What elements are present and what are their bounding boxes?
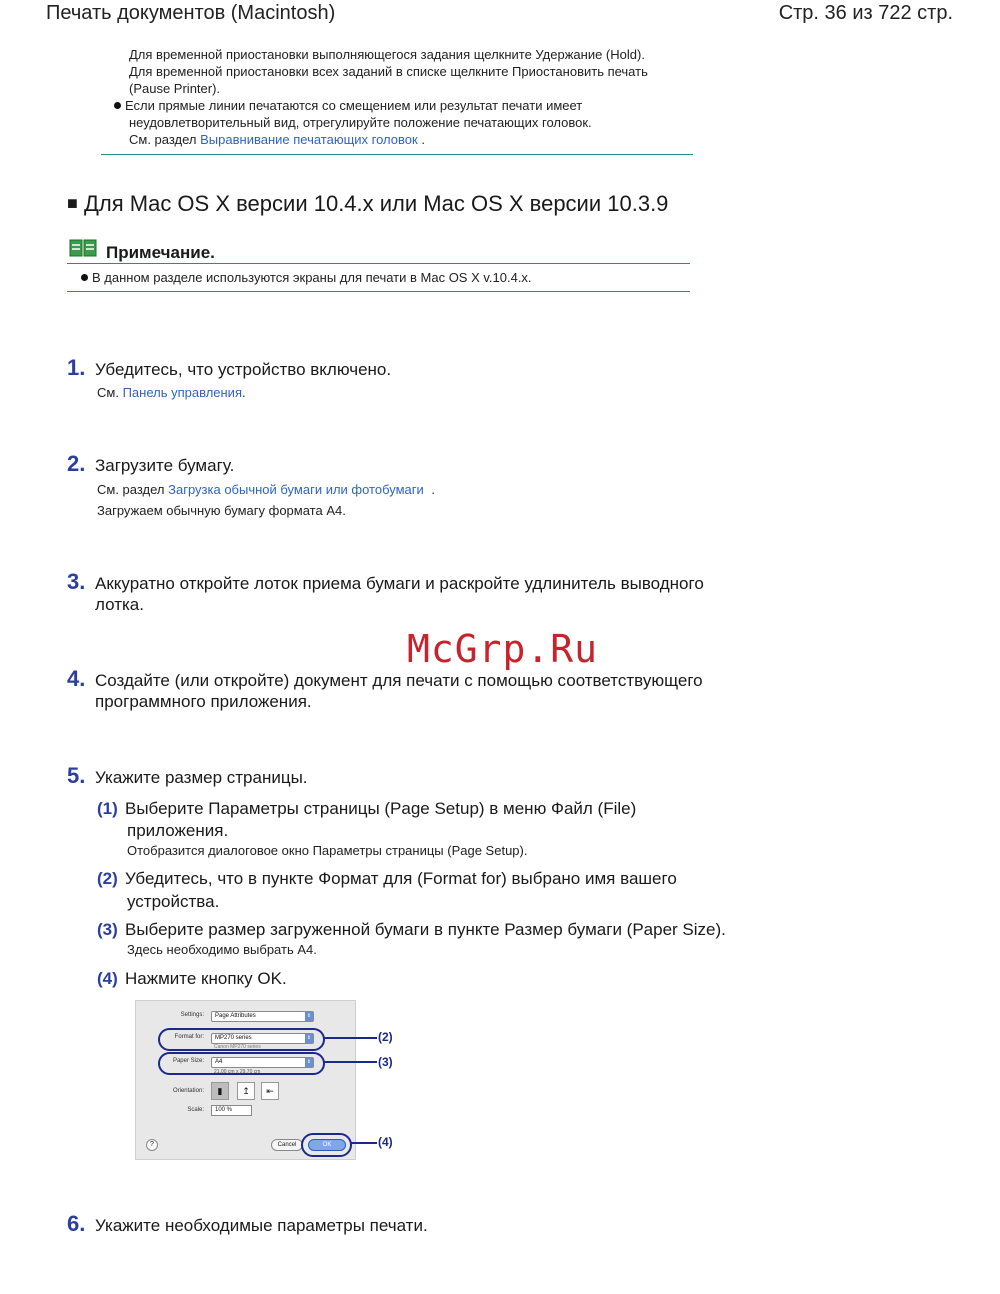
note-text: В данном разделе используются экраны для печати в Mac OS X v.10.4.x. (92, 270, 532, 285)
page-counter: Стр. 36 из 722 стр. (778, 2, 953, 24)
chevron-updown-icon: ⇕ (306, 1059, 312, 1065)
step-note: Загружаем обычную бумагу формата A4. (97, 503, 346, 518)
step-text: Убедитесь, что устройство включено. (95, 360, 392, 379)
substep-text-line-1: Выберите размер загруженной бумаги в пункте Размер бумаги (Paper Size). (125, 920, 726, 939)
step-number: 2. (67, 451, 86, 476)
format-for-sub: Canon MP270 series (214, 1044, 261, 1050)
step-number: 4. (67, 666, 86, 691)
cancel-button[interactable]: Cancel (271, 1139, 303, 1151)
chevron-updown-icon: ⇕ (306, 1013, 312, 1019)
settings-select[interactable] (211, 1011, 314, 1022)
see-suffix: . (242, 385, 246, 400)
scale-input[interactable]: 100 % (211, 1105, 252, 1116)
format-for-label: Format for: (174, 1034, 204, 1040)
help-icon[interactable]: ? (146, 1139, 158, 1151)
top-line-2: Для временной приостановки всех заданий в списке щелкните Приостановить печать (129, 64, 648, 79)
step-number: 1. (67, 355, 86, 380)
section-heading (67, 191, 668, 217)
top-text-block (129, 46, 648, 97)
step-text-line-2: лотка. (95, 595, 144, 614)
see-also-line (129, 131, 425, 148)
see-prefix: См. (97, 385, 119, 400)
format-for-value: MP270 series (215, 1035, 252, 1041)
substep-number: (3) (97, 920, 118, 939)
document-title: Печать документов (Macintosh) (46, 2, 336, 24)
substep-note: Здесь необходимо выбрать A4. (127, 942, 317, 957)
control-panel-link[interactable]: Панель управления (122, 385, 242, 400)
ok-button[interactable]: OK (308, 1139, 346, 1151)
substep-note: Отобразится диалоговое окно Параметры страницы (Page Setup). (127, 843, 528, 858)
bullet-item (114, 97, 582, 114)
substep-text-line-1: Нажмите кнопку OK. (125, 969, 287, 988)
see-also-line (97, 384, 246, 401)
substep-text-line-1: Выберите Параметры страницы (Page Setup) в меню Файл (File) (125, 799, 637, 818)
top-line-3: (Pause Printer). (129, 81, 221, 96)
bullet-dot-icon (81, 274, 88, 281)
callout-line (323, 1061, 377, 1063)
book-icon (69, 238, 97, 258)
step-text-line-1: Создайте (или откройте) документ для печати с помощью соответствующего (95, 671, 703, 690)
paper-size-dimensions: 21.00 cm x 29.70 cm (214, 1069, 261, 1075)
load-paper-link[interactable]: Загрузка обычной бумаги или фотобумаги (168, 482, 424, 497)
divider (101, 154, 693, 155)
paper-size-value: A4 (215, 1059, 223, 1065)
step-text: Загрузите бумагу. (95, 456, 235, 475)
portrait-orientation-icon[interactable]: ▮ (211, 1082, 229, 1100)
paper-size-label: Paper Size: (172, 1058, 204, 1064)
substep-number: (4) (97, 969, 118, 988)
step-number: 5. (67, 763, 86, 788)
note-rule-top (67, 263, 690, 264)
orientation-label: Orientation: (172, 1088, 204, 1094)
callout-line (350, 1142, 377, 1144)
step-number: 3. (67, 569, 86, 594)
step-text-line-2: программного приложения. (95, 692, 312, 711)
landscape-right-icon[interactable]: ⇤ (261, 1082, 279, 1100)
callout-line (323, 1037, 377, 1039)
see-also-line (97, 481, 435, 498)
substep-number: (1) (97, 799, 118, 818)
see-prefix: См. раздел (129, 132, 197, 147)
substep-text-line-2: приложения. (127, 821, 229, 840)
substep-number: (2) (97, 869, 118, 888)
bullet-dot-icon (114, 102, 121, 109)
callout-label: (3) (378, 1055, 393, 1069)
callout-oval-ok (301, 1133, 352, 1157)
top-line-1: Для временной приостановки выполняющегося задания щелкните Удержание (Hold). (129, 47, 645, 62)
section-title: Для Mac OS X версии 10.4.x или Mac OS X версии 10.3.9 (84, 191, 669, 216)
see-suffix: . (431, 482, 436, 497)
square-bullet-icon: ■ (67, 193, 78, 213)
settings-label: Settings: (180, 1012, 204, 1018)
callout-label: (2) (378, 1030, 393, 1044)
step-number: 6. (67, 1211, 86, 1236)
landscape-left-icon[interactable]: ↥ (237, 1082, 255, 1100)
step-text: Укажите необходимые параметры печати. (95, 1216, 428, 1235)
note-item (81, 269, 532, 286)
callout-oval-paper-size (158, 1052, 325, 1075)
scale-label: Scale: (187, 1107, 204, 1113)
step-text-line-1: Аккуратно откройте лоток приема бумаги и раскройте удлинитель выводного (95, 574, 704, 593)
substep-text-line-2: устройства. (127, 892, 220, 911)
bullet-line-2: неудовлетворительный вид, отрегулируйте положение печатающих головок. (129, 115, 592, 130)
settings-value: Page Attributes (215, 1013, 256, 1019)
callout-label: (4) (378, 1135, 393, 1149)
watermark: McGrp.Ru (407, 627, 599, 671)
head-alignment-link[interactable]: Выравнивание печатающих головок (200, 132, 418, 147)
step-text: Укажите размер страницы. (95, 768, 308, 787)
bullet-line-1: Если прямые линии печатаются со смещением или результат печати имеет (125, 98, 583, 113)
substep-text-line-1: Убедитесь, что в пункте Формат для (Format for) выбрано имя вашего (125, 869, 677, 888)
see-suffix: . (421, 132, 425, 147)
note-rule-bottom (67, 291, 690, 292)
chevron-updown-icon: ⇕ (306, 1035, 312, 1041)
callout-oval-format-for (158, 1028, 325, 1051)
see-prefix: См. раздел (97, 482, 165, 497)
note-title: Примечание. (106, 243, 215, 262)
